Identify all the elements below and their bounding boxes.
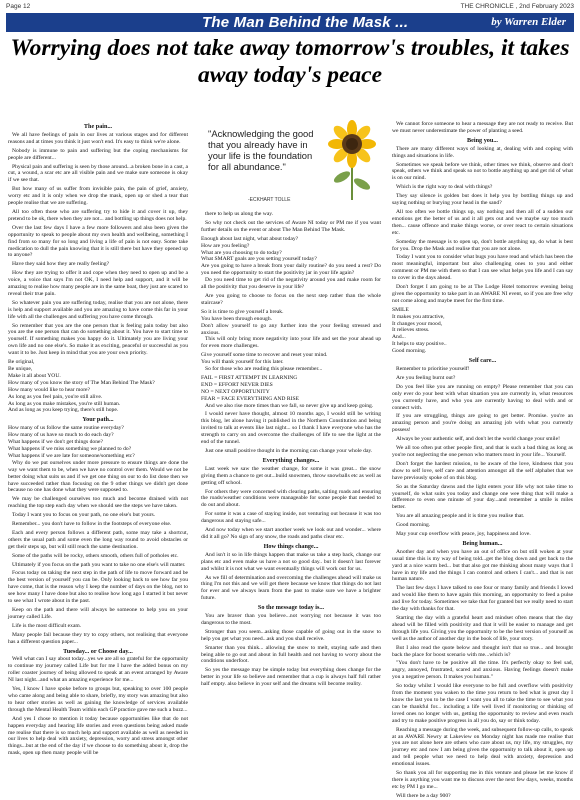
byline: by Warren Elder (491, 16, 566, 28)
text-line: How many of us have so much to do each day? (8, 432, 114, 439)
text-line: Be unique, (8, 366, 33, 372)
text-line: END = EFFORT NEVER DIES (201, 381, 273, 388)
paragraph: Starting the day with a grateful heart and mindset often means that the day ahead will be filled with positivity and that it will be easier to manage and get through life you. Giving you the opportunity to be the best version of yourself as well as the author of another day in the book of life, your story. (392, 615, 573, 642)
text-line: You have been through enough. (201, 315, 273, 322)
quote-box (200, 118, 382, 206)
paragraph: If you are struggling, things are going to get better. Promise. you're an amazing person and you're doing an amazing job with what you currently possess! (392, 413, 573, 434)
paragraph: Nobody is immune to pain and suffering but the coping mechanisms for people are different... (8, 147, 188, 161)
text-line: It makes you attractive, (392, 313, 445, 320)
paragraph: We all have feelings of pain in our lives at various stages and for different reasons and at times you think it just won't end. It's easy to think we're alone. (8, 131, 188, 145)
text-line: Give yourself some time to recover and reset your mind. (201, 352, 328, 359)
paragraph: I would never have thought, almost 10 months ago, I would still be writing this blog, let alone having it published in the Northern Constitution and being invited to talk at events like last night... so I thank I have everyone who has the strength to carry on and overcome the challenges of life to see the light at the end of the tunnel. (201, 411, 381, 446)
paragraph: Many people fail because they try to copy others, not realising that everyone has a different question paper... (8, 631, 188, 645)
text-line: What SMART goals are you setting yourself today? (201, 256, 317, 263)
paragraph: Life is the most difficult exam. (12, 622, 82, 629)
paragraph: Smarter than you think... allowing the snow to melt, staying safe and then being able to go out and about in full health and not having to worry about the conditions underfoot. (201, 644, 381, 665)
paragraph: Yes, I know I have spoke before to groups but, speaking to over 100 people who came along and being able to share, briefly, my story was amazing but also to hear other stories as well as gaining the knowledge of services available through the Mental Health Team within each GP practice gave me such a buzz... (8, 686, 188, 713)
paragraph: We may be challenged ourselves too much and become drained with not reaching the top step each day when we should see the steps we have taken. (8, 496, 188, 510)
text-line: Are you going to have a break from your daily routine? do you need a rest? Do you need the opportunity to start the positivity jar in your life again? (201, 263, 381, 277)
paragraph: This will only bring more negativity into your life and set the your ahead up for even more challenges. (201, 336, 381, 350)
paragraph: For others they were concerned with clearing paths, salting roads and ensuring the roads/weather conditions were manageable for some people that needed to do out and about. (201, 488, 381, 509)
section-heading: Everything changes... (262, 456, 320, 464)
paragraph: Are you going to choose to focus on the next step rather than the whole staircase? (201, 292, 381, 306)
paragraph: You are braver than you believe...not worrying not because it was too dangerous to the most. (201, 613, 381, 626)
text-line: And as long as you keep trying, there's still hope. (8, 407, 119, 414)
publication-dateline: THE CHRONICLE , 2nd February 2023 (460, 3, 574, 10)
text-line: How many of us follow the same routine everyday? (8, 425, 124, 432)
quote-text: "Acknowledging the good that you already have in your life is the foundation for all abundance." (208, 128, 314, 172)
paragraph: So why not check out the services of Aware NI today or PM me if you want further details on the event or about The Man Behind The Mask. (201, 219, 381, 233)
column-title: The Man Behind the Mask ... (202, 14, 409, 31)
column-banner (6, 13, 574, 32)
section-heading: How things change... (263, 542, 319, 550)
paragraph: Will there be a day 900? (396, 792, 451, 799)
section-heading: The pain... (83, 123, 113, 130)
paragraph: Always be your authentic self, and don't let the world change your smile! (396, 436, 560, 443)
text-line: Be original, (8, 359, 35, 366)
article-column-2 (201, 211, 381, 733)
text-line: What are you choosing to do today? (201, 249, 282, 256)
text-line: FAIL = FIRST ATTEMPT IN LEARNING (201, 374, 298, 381)
paragraph: Last week we saw the weather change, for some it was great... the snow giving them a chance to get out...build snowmen, throw snowballs etc as well as getting off school. (201, 465, 381, 486)
paragraph: Are you feeling burnt out? (396, 374, 456, 381)
section-heading: So the message today is... (257, 604, 325, 612)
text-line: SMILE (392, 306, 409, 313)
paragraph: May your cup overflow with peace, joy, happiness and love. (396, 531, 531, 538)
paragraph: Ultimately if you focus on the path you want to take no one else's will matter. (12, 561, 186, 568)
paragraph: Stronger than you seem...asking those capable of going out in the snow to help you get what you need...ask and you shall receive. (201, 628, 381, 642)
text-line: What happens if we miss something we planned to do? (8, 445, 132, 452)
text-line: It changes your mood, (392, 320, 443, 327)
paragraph: Physical pain and suffering is seen by those around...a broken bone in a cast, a cut, a wound, a scar etc are all visible pain and we make sure someone is okay if we see that. (8, 163, 188, 184)
paragraph: We cannot force someone to hear a message they are not ready to receive. But we must never underestimate the power of planting a seed. (392, 121, 573, 134)
paragraph: Don't forget the hardest mission, to be aware of the love, kindness that you show to self love, self care and attention amongst all the self alphabet that we have previously spoke of on this blog. (392, 460, 573, 481)
article-headline: Worrying does not take away tomorrow's troubles, it takes away today's peace (10, 35, 570, 88)
page-top-line (6, 3, 574, 13)
text-line: As long as you make mistakes, you're still human. (8, 400, 121, 407)
paragraph: So today whilst I would like everyone to be full and overflow with positivity from the moment you waken to the time you return to bed what is great day I know the last you to be the case I want you all to take the time to see what you can be thankful for... including a life well lived if monitoring or thinking of loved ones no longer with us, getting the opportunity to review and even reach and try to make positive progress in all you do, say or think today. (392, 683, 573, 724)
page-number: Page 12 (6, 3, 31, 10)
text-line: Make it all about YOU. (8, 372, 61, 379)
paragraph: So yes the message may be simple today but everything does change for the better in your life so believe and remember that a cup is always half full rather half empty. also believe in your self and the dreams will become reality. (201, 667, 381, 688)
paragraph: Well what can I say about today...yes we are all so grateful for the opportunity to continue my journey called Life but for me I have the added bonus on my roller coaster journey of being allowed to speak at an event arranged by Aware NI last night...and what an amazing experience for me... (8, 656, 188, 684)
paragraph: Remember... you don't have to follow in the footsteps of everyone else. (12, 521, 172, 528)
text-line: FEAR = FACE EVERYTHING AND RISE (201, 395, 299, 402)
paragraph: And we also rise more times than we fall, so never give up and keep going. (205, 402, 374, 409)
paragraph: And now today when we start another week we look out and wonder... where did it all go? No sign of any snow, the roads and paths clear etc. (201, 527, 381, 540)
article-column-3 (392, 121, 573, 799)
text-line: What happens if we don't get things done? (8, 439, 103, 446)
paragraph: So thank you all for supporting me in this venture and please let me know if there is anything you want me to discuss over the next few days, weeks, months etc by PM I go me... (392, 770, 573, 790)
paragraph: Good morning. (396, 522, 431, 529)
paragraph: Remember to prioritise yourself! (396, 366, 470, 372)
paragraph: So as the Saturday dawns and the light enters your life why not take time to yourself, do what suits you today and change one wee thing that will make a difference to even one minute of your day...and remember a smile is miles better. (392, 483, 573, 511)
paragraph: Today I want you to focus on your path, no one else's but yours. (12, 512, 156, 519)
text-line: Enough about last night, what about today? (201, 235, 299, 242)
paragraph: Focus today on taking the next step in the path of life to move forward and be the best version of yourself you can be. Only looking back to see how far you have come, that is the reason why I keep the number of days on the blog, not to see how many I have done but also to realise how long ago I started it but never to see what I wrote about in the past. (8, 570, 188, 605)
quote-author: -ECKHART TOLLE (248, 197, 291, 203)
section-heading: Tuesday... or Choose day... (63, 647, 133, 655)
paragraph: Reaching a message during the week, and subsequent follow-up calls, to speak at an AWARE Newry at Lakeview on Monday night has made me realise that you are not alone here are others who care about us, my life, my struggles, my journey etc and now I am being given the opportunity to talk about it, open up and tell people what we need to help deal with anxiety, depression and emotional issues. (392, 726, 573, 768)
paragraph: As we fill of determination and overcoming the challenges ahead will make us thing I'm not this and we will get there because we know that things do not last for ever and we always learn from the past to make sure we have a brighter future. (201, 574, 381, 602)
section-heading: Your path... (82, 416, 114, 424)
paragraph: We all too often put other people first, and that is such a bad thing as long as you're not neglecting the one person who matters most in your life... Yourself. (392, 445, 573, 458)
text-line: How are you feeling? (201, 242, 250, 249)
paragraph: All too often we bottle things up, say nothing and then all of a sudden our emotions get the better of us and it all gets out and we maybe say too much then... cause offence and make things worse, or over react to certain situations etc. (392, 208, 573, 236)
paragraph: Each and every person follows a different path, some may take a shortcut, others the usual path and some even the long way round to avoid obstacles or get their steps up, but will still reach the same destination. (8, 529, 188, 550)
paragraph: Don't forget I am going to be at The Lodge Hotel tomorrow evening being given the opportunity to take part in an AWARE NI event, so if you are free why not come along and maybe meet for the first time. (392, 284, 573, 304)
paragraph: So for those who are reading this please remember... (205, 366, 323, 373)
paragraph: Just one small positive thought in the morning can change your whole day. (205, 448, 373, 454)
section-heading: Self care... (468, 357, 497, 365)
paragraph: For some it was a case of staying inside, not venturing out because it was too dangerous and staying safe... (201, 511, 381, 525)
paragraph: All too often those who are suffering try to hide it and cover it up, they pretend to be ok, there when they are not... and bottling up things does not help. (8, 208, 188, 222)
paragraph: You are all amazing people and it is time you realise that. (396, 513, 525, 520)
article-column-1 (8, 121, 188, 757)
paragraph: And yes I chose to mention it today because opportunities like that do not happen everyday and hearing life stories and even questions being asked made me realise that there is so much help and support available as well as needed in our lives to help deal with anxiety, depression, worry and stress amongst other things...but at the end of the day if we choose to do something about it, drop the mask, open up then many people will be (8, 715, 188, 757)
paragraph: They say silence is golden but does it help you by bottling things up and saying nothing or burying your head in the sand? (392, 193, 573, 207)
paragraph: Someday the message is to open up, don't bottle anything up, do what is best for you. Drop the Mask and realise that you are not alone. (392, 238, 573, 252)
paragraph: But I also read the quote below and thought isn't that so true... and brought back the place for boost scenario with me...which is? (392, 644, 573, 658)
paragraph: How they are trying to offer it and cope when they need to open up and be a voice, a voice that says I'm not OK, I need help and support, and it will be amazing to realise how many people are in the same boat, they just are scared to reveal their true pain. (8, 270, 188, 297)
paragraph: There are many different ways of looking at, dealing with and coping with things and situations in life. (392, 145, 573, 159)
sunflower-illustration (324, 122, 380, 200)
paragraph: And isn't it so in life things happen that make us take a step back, change our plans etc and even make us have a not so good day.. but it doesn't last forever and whilst it is not what we want eventually things will work out for us. (201, 551, 381, 572)
text-line: You will thank yourself for this later. (201, 359, 284, 366)
paragraph: Which is the right way to deal with things? (396, 184, 493, 191)
section-heading: Being human... (462, 539, 503, 547)
text-line: It relieves stress. (392, 327, 430, 334)
paragraph: "You don't have to be positive all the time. It's perfectly okay to feel sad, angry, annoyed, frustrated, scared and anxious. Having feelings doesn't make you a negative person. It makes you human." (392, 660, 573, 681)
paragraph: Some of the paths will be rocky, others smooth, others full of potholes etc. (12, 552, 179, 559)
paragraph: Another day and when you have an out of office on but still woken at your usual time this is my way of being told...get the blog down and get back to the yard at a nice warm bed... but that also got me thinking about many ways that I have in my life and the things I can control and others I can't... and that is not human nature. (392, 548, 573, 583)
section-heading: Being you... (467, 136, 498, 144)
text-line: How many of you know the story of The Man Behind The Mask? (8, 379, 155, 386)
paragraph: Have they said how they are really feeling? (12, 261, 110, 268)
text-line: So it is time to give yourself a break. (201, 308, 284, 315)
text-line: As long as you feel pain, you're still alive. (8, 393, 103, 400)
paragraph: The last few days I have talked to one four or many family and friends I loved and would like them to have again this morning, an opportunity to feed a pulse and live for today. Sometimes we take that for granted but we really need to start the day with thanks for that. (392, 585, 573, 613)
paragraph: Keep on the path and there will always be someone to help you on your journey called Life. (8, 607, 188, 620)
text-line: How many would like to hear more? (8, 386, 91, 393)
paragraph: Today I want you to consider what bugs you have read and which has been the most meaningful, important but also challenging ones to you and either comment or PM me with them so that I can see what helps you life and I can say to cover in the days ahead. (392, 254, 573, 282)
paragraph: Over the last few days I have a few more followers and also been given the opportunity to speak to people about my own health and wellbeing, something I find from so many for so long and living a life of pain is not easy. Some take medication to dull the pain knowing that it is still there but have they opened up to anyone? (8, 224, 188, 259)
paragraph: there to help us along the way. (205, 211, 274, 217)
paragraph: But how many of us suffer from invisible pain, the pain of grief, anxiety, worry etc and it is only when we drop the mask, open up or shed a tear that people realise that we are suffering. (8, 186, 188, 207)
paragraph: So whatever pain you are suffering today, realise that you are not alone, there is help and support available and you are amazing to have come this far in your life with all the challenges and suffering you have come through. (8, 299, 188, 320)
paragraph: Do you need time to get rid of the negativity around you and make room for all the positivity that you deserve in your life? (201, 277, 381, 291)
text-line: Don't allow yourself to go any further into the your feeling stressed and anxious. (201, 322, 381, 336)
text-line: And... (392, 334, 406, 341)
paragraph: Why do we put ourselves under more pressure to ensure things are done the way we want them to be, when we have no control over them. Would we not be better doing what suits us and if we get one thing on our to do list done then we have succeeded rather than focusing on the 9 other things we didn't get done because no one has done what they were supposed to. (8, 459, 188, 494)
text-line: Good morning. (392, 348, 427, 355)
text-line: It helps to stay positive.. (392, 341, 447, 348)
text-line: NO = NEXT OPPORTUNITY (201, 388, 270, 395)
paragraph: Sometimes we speak before we think, other times we think, observe and don't speak, others we think and speak so not to bottle anything up and get rid of what is on our mind. (392, 161, 573, 182)
text-line: What happens if we are late for someone/something etc? (8, 452, 135, 459)
paragraph: Do you feel like you are running on empty? Please remember that you can only ever do your best with what situation you are currently in, what resources you currently have, and who you are currently having to deal with and or connect with. (392, 383, 573, 411)
paragraph: So remember that you are the one person that is feeling pain today but also you are the one person that can do something about it. You have to start time to yourself. If something makes you happy do it. Ultimately you are living your own life and no one else's. So make it as exciting, peaceful or successful as you want it to be. Just keep in mind that you are your own priority. (8, 322, 188, 357)
